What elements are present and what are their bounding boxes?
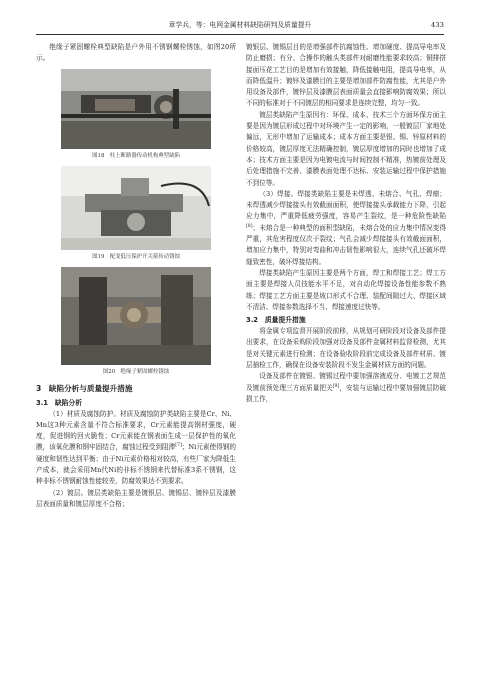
paragraph-material-b: ；Ni元素使得钢的硬度和韧性达到平衡；由于Ni元素价格相对较高，有些厂家为降低生产成本，就会采用Mn代Ni的非标不锈钢来代替标准3系不锈钢，这种非标不锈钢耐蚀性能较差，防腐效果达不到要求。: [36, 443, 236, 486]
page-number: 433: [431, 21, 444, 29]
paragraph-coating-cont: 镀银层、镀锡层目的是增强部件抗腐蚀性、增加硬度、提高导电率及防止磨损；有分、合操作的触头类部件对耐磨性能要求较高；铜排搭接面压花工艺目的是增加有效接触，降低接触电阻，提高导电率，从而降低温升；镀锌及漆膜目的主要是增加部件防腐性能，尤其是户外用设备及部件，镀锌层及漆膜层表面质量会直接影响防腐效果；所以不同的标准对于不同镀层的相同要求是连续完整，均匀一致。: [246, 43, 446, 108]
paragraph-welding: [246, 189, 446, 268]
figure-18-photo: [61, 69, 211, 149]
section-3-heading: 3 缺陷分析与质量提升措施: [36, 383, 133, 393]
paragraph-material-a: （1）材质及腐蚀防护。材质及腐蚀防护类缺陷主要是Cr、Ni、Mn这3种元素含量不符合标准要求，Cr元素能提高钢材强度，硬度，促进钢的回火脆性；Cr元素能在钢表面生成一层保护性的氧化膜，该氧化膜和钢牢固结合，腐蚀过程受到阻滞: [36, 409, 236, 452]
paragraph-welding-causes: 焊接类缺陷产生原因主要是两个方面，焊工和焊接工艺；焊工方面主要是焊接人员技能水平不足，对自动化焊接设备性能参数不熟练；焊接工艺方面主要是坡口形式不合理、装配间隙过大、焊接区域不清洁、焊接参数选择不当、焊接速度过快等。: [246, 268, 446, 311]
paragraph-measures: 将金属专项监督开展阶段前移，从规划可研阶段对设备及部件提出要求，在设备采购阶段加强对设备及部件金属材料监督检测，尤其是对关键元素进行检测；在设备验收阶段前完成设备及部件材质、镀层抽检工作，确保在设备安装阶段不发生金属材质方面的问题。: [246, 327, 446, 370]
header-rule: [36, 34, 444, 35]
paragraph-plating: [246, 371, 446, 405]
paragraph-coating: （2）镀层。镀层类缺陷主要是镀银层、镀锡层、镀锌层及漆膜层表面质量和镀层厚度不合格；: [36, 488, 236, 508]
paragraph-material: [36, 409, 236, 488]
citation-8: [8]: [246, 223, 253, 229]
section-3-1-heading: 3.1 缺陷分析: [36, 398, 83, 407]
right-column: [246, 42, 446, 405]
figure-18: [36, 69, 236, 161]
section-3-2-heading: 3.2 质量提升措施: [246, 316, 306, 325]
figure-19-caption: 图19 配变低压保护开关箍传动锈蚀: [92, 253, 180, 260]
citation-9: [9]: [332, 383, 340, 389]
paragraph-plating-b: ，安装与运输过程中要加强镀层防破损工作，: [246, 383, 446, 403]
left-column: [36, 42, 236, 510]
citation-7: [7]: [175, 443, 182, 449]
figure-20-photo: [61, 267, 211, 365]
figure-19-photo: [61, 166, 211, 250]
page-header: [36, 18, 444, 32]
paragraph-intro: 绝缘子紧固螺栓典型缺陷是户外用不锈钢螺栓锈蚀，如图20所示。: [36, 43, 236, 63]
paragraph-coating-causes: 镀层类缺陷产生原因有：环保、成本、技术三个方面环保方面主要是因为镀层形成过程中对环境产生一定的影响，一般镀层厂家地处偏远，无形中增加了运输成本；成本方面主要是银、锡、锌原材料的价格较高，镀层厚度无法精确控制，镀层厚度增加的同时也增加了成本；技术方面主要是因为电镀电流与时间控制不精准，热镀前处理及后处理措施不完善、漆膜表面处理不达标、安装运输过程中保护措施不到位等。: [246, 110, 446, 187]
figure-19: [36, 166, 236, 262]
running-title: 章学兵，等：电网金属材料缺陷研判及质量提升: [168, 21, 312, 29]
paragraph-plating-a: 设备及部件在镀银、镀锡过程中要加强溶液成分、电镀工艺规范及镀前预处理三方面质量把关: [246, 372, 446, 392]
paragraph-welding-a: （3）焊接。焊接类缺陷主要是未焊透、未熔合、气孔、焊瘤；未焊透减少焊接接头有效截面面积，使焊接接头承载能力下降，引起应力集中，严重降低疲劳强度，容易产生裂纹，是一种危险性缺陷: [246, 189, 446, 221]
figure-20: [36, 267, 236, 377]
figure-20-caption: 图20 绝缘子紧固螺栓锈蚀: [102, 368, 170, 375]
paragraph-welding-b: ；未熔合是一种典型的面积型缺陷，未熔合处的应力集中情况变得严重，其危害程度仅次于裂纹；气孔会减少焊接接头有效截面面积，增加应力集中，特别对弯曲和冲击韧性影响很大，连续气孔还破坏焊缝致密性，破坏焊接结构。: [246, 223, 446, 266]
figure-18-caption: 图18 柱上断路器传动机构典型缺陷: [92, 152, 180, 159]
